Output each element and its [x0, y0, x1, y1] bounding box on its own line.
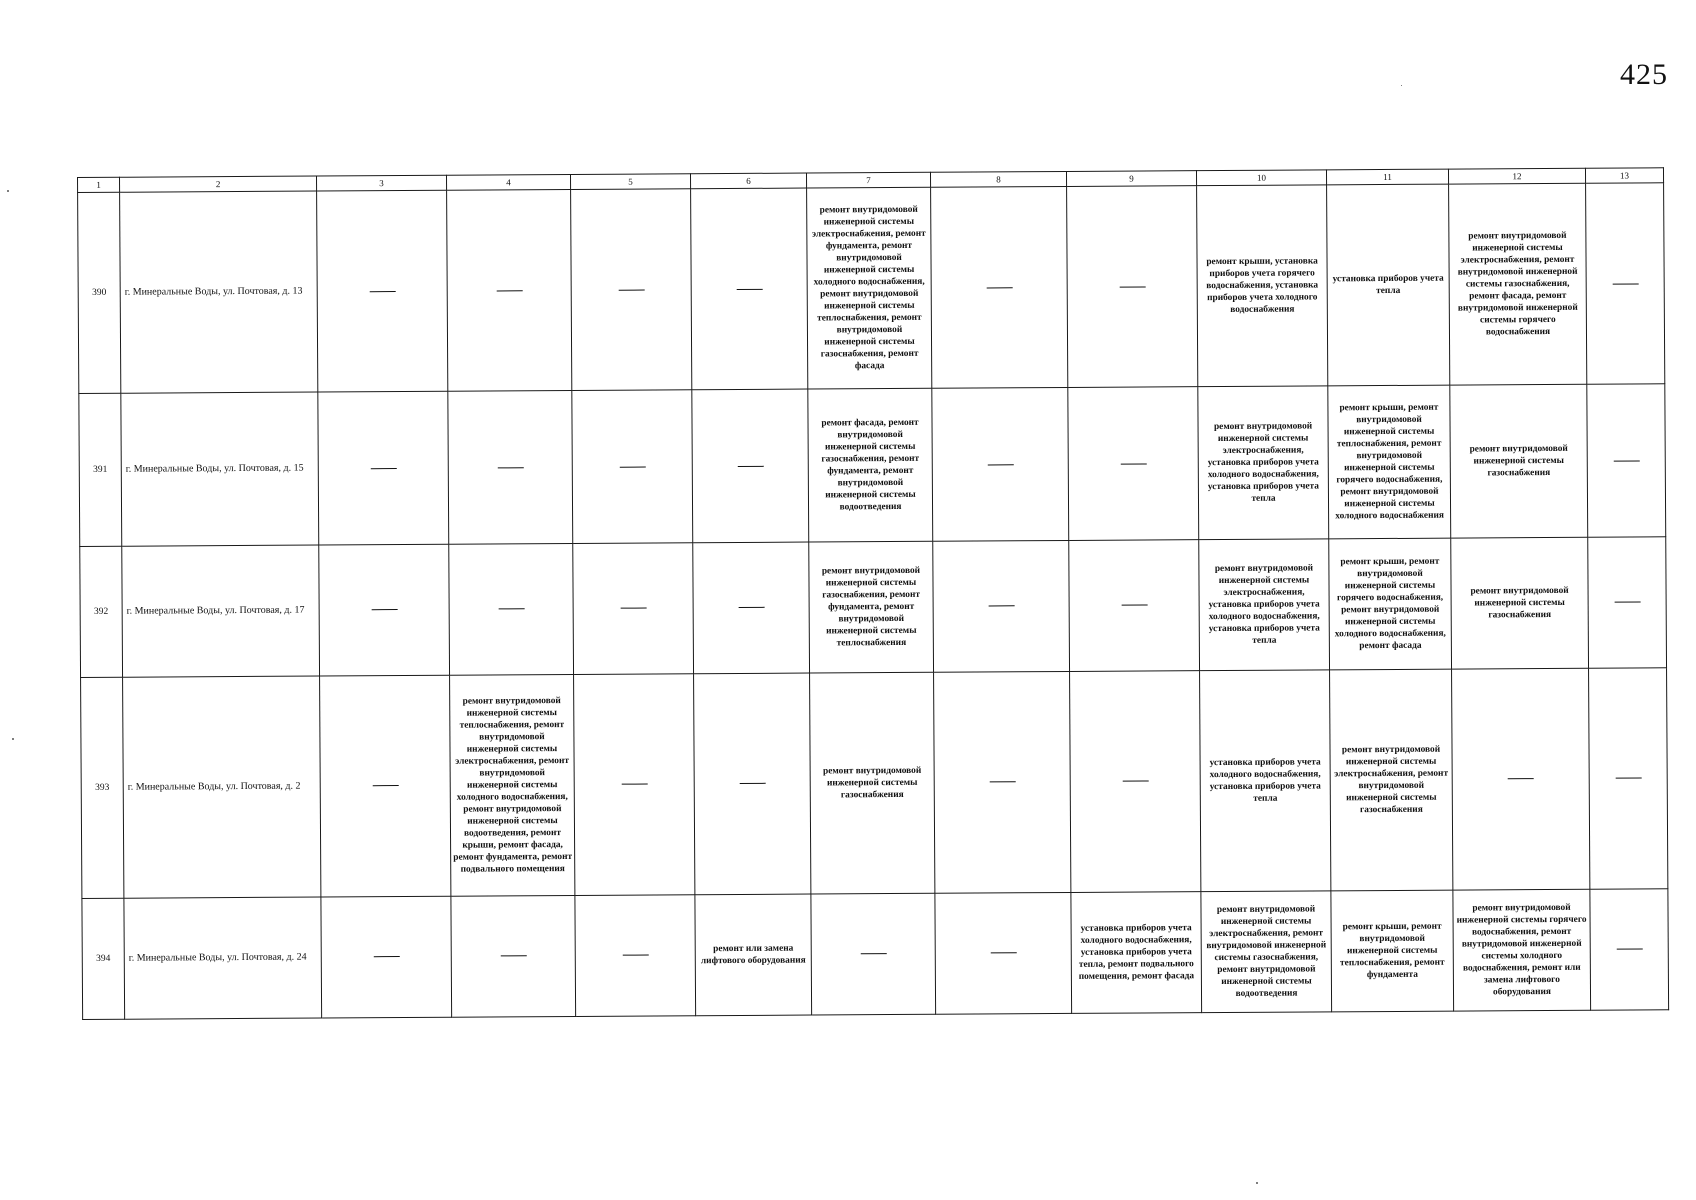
table-cell	[1068, 387, 1199, 541]
scan-speck	[7, 190, 9, 192]
address-cell: г. Минеральные Воды, ул. Почтовая, д. 17	[122, 545, 320, 677]
table-cell	[1067, 186, 1198, 388]
table-row	[82, 889, 1669, 1019]
scan-speck	[1256, 1182, 1258, 1184]
empty-dash	[737, 465, 763, 466]
empty-dash	[497, 467, 523, 468]
empty-dash	[372, 785, 398, 786]
work-cell: ремонт крыши, ремонт внутридомовой инженерной системы теплоснабжения, ремонт фундамента	[1331, 890, 1454, 1011]
table-cell	[691, 188, 808, 390]
table-cell	[692, 389, 809, 543]
empty-dash	[496, 290, 522, 291]
table-cell	[451, 896, 576, 1018]
table-cell	[321, 896, 452, 1018]
empty-dash	[989, 782, 1015, 783]
table-cell	[1589, 668, 1668, 890]
address-cell: г. Минеральные Воды, ул. Почтовая, д. 2	[123, 676, 321, 899]
work-cell: ремонт внутридомовой инженерной системы электроснабжения, установка приборов учета холодного водоснабжения, установка приборов учета тепла	[1198, 386, 1329, 540]
empty-dash	[1616, 949, 1642, 950]
row-number: 392	[80, 546, 123, 677]
table-cell	[575, 895, 696, 1016]
work-cell: ремонт внутридомовой инженерной системы электроснабжения, установка приборов учета холодного водоснабжения, установка приборов учета тепла	[1199, 539, 1330, 671]
table-cell	[447, 190, 572, 392]
empty-dash	[1121, 605, 1147, 606]
table-cell	[1586, 183, 1665, 385]
empty-dash	[1612, 283, 1638, 284]
empty-dash	[986, 287, 1012, 288]
column-number: 11	[1326, 169, 1448, 185]
table-cell	[933, 541, 1070, 673]
table-cell	[693, 542, 810, 673]
empty-dash	[860, 954, 886, 955]
page-number: 425	[1620, 58, 1668, 91]
table-cell	[572, 390, 693, 544]
empty-dash	[1120, 463, 1146, 464]
scan-speck	[12, 738, 14, 740]
empty-dash	[618, 289, 644, 290]
table-cell	[449, 544, 574, 676]
empty-dash	[622, 955, 648, 956]
address-cell: г. Минеральные Воды, ул. Почтовая, д. 24	[124, 897, 322, 1019]
address-cell: г. Минеральные Воды, ул. Почтовая, д. 15	[121, 392, 319, 546]
table-row	[81, 668, 1668, 899]
table-cell	[1588, 537, 1667, 668]
empty-dash	[619, 466, 645, 467]
column-number: 2	[120, 176, 317, 192]
empty-dash	[1614, 602, 1640, 603]
table-cell	[935, 893, 1072, 1015]
table-cell	[931, 187, 1068, 389]
empty-dash	[370, 468, 396, 469]
work-cell: ремонт внутридомовой инженерной системы электроснабжения, ремонт внутридомовой инженерной системы газоснабжения, ремонт фасада, ремонт внутридомовой инженерной системы горячего водоснабжения	[1449, 183, 1587, 385]
table-cell	[1590, 889, 1669, 1010]
empty-dash	[1615, 778, 1641, 779]
empty-dash	[371, 609, 397, 610]
table-cell	[694, 673, 811, 895]
work-cell: ремонт внутридомовой инженерной системы газоснабжения, ремонт фундамента, ремонт внутридомовой инженерной системы теплоснабжения	[809, 541, 934, 673]
empty-dash	[373, 957, 399, 958]
empty-dash	[1613, 460, 1639, 461]
column-number: 6	[690, 173, 806, 189]
column-number: 5	[570, 174, 690, 190]
empty-dash	[738, 607, 764, 608]
work-cell: ремонт внутридомовой инженерной системы газоснабжения	[1450, 385, 1588, 539]
work-cell: ремонт фасада, ремонт внутридомовой инженерной системы газоснабжения, ремонт фундамента, ремонт внутридомовой инженерной системы водоотведения	[808, 389, 933, 543]
table-cell	[574, 674, 695, 896]
repair-schedule-table	[77, 167, 1669, 1020]
work-cell: установка приборов учета холодного водоснабжения, установка приборов учета тепла	[1200, 670, 1331, 892]
table-cell	[448, 391, 573, 545]
address-cell: г. Минеральные Воды, ул. Почтовая, д. 13	[120, 191, 318, 393]
table-cell	[932, 388, 1069, 542]
empty-dash	[736, 288, 762, 289]
empty-dash	[1122, 781, 1148, 782]
column-number: 4	[446, 174, 570, 190]
work-cell: ремонт внутридомовой инженерной системы электроснабжения, ремонт фундамента, ремонт внутридомовой инженерной системы холодного водоснабжения, ремонт внутридомовой инженерной системы теплоснабжения, ремонт внутридомовой инженерной системы газоснабжения, ремонт фасада	[807, 187, 932, 389]
scan-speck	[1401, 85, 1402, 86]
work-cell: установка приборов учета тепла	[1327, 184, 1450, 386]
empty-dash	[988, 606, 1014, 607]
work-cell: ремонт внутридомовой инженерной системы газоснабжения	[1451, 537, 1589, 669]
table-cell	[317, 190, 448, 392]
column-number: 12	[1448, 168, 1585, 184]
work-cell: ремонт крыши, ремонт внутридомовой инженерной системы теплоснабжения, ремонт внутридомовой инженерной системы горячего водоснабжения, ремонт внутридомовой инженерной системы холодного водоснабжения	[1328, 385, 1451, 539]
work-cell: ремонт внутридомовой инженерной системы горячего водоснабжения, ремонт внутридомовой инженерной системы холодного водоснабжения, ремонт или замена лифтового оборудования	[1453, 890, 1591, 1012]
work-cell: ремонт внутридомовой инженерной системы электроснабжения, ремонт внутридомовой инженерной системы газоснабжения, ремонт внутридомовой инженерной системы водоотведения	[1201, 891, 1332, 1013]
table-cell	[934, 671, 1071, 893]
row-number: 393	[81, 677, 124, 899]
table-cell	[1452, 668, 1590, 890]
table-cell	[1587, 384, 1666, 537]
column-number: 10	[1196, 170, 1326, 186]
empty-dash	[498, 609, 524, 610]
empty-dash	[739, 783, 765, 784]
column-number: 1	[78, 177, 120, 192]
empty-dash	[621, 784, 647, 785]
work-cell: ремонт внутридомовой инженерной системы электроснабжения, ремонт внутридомовой инженерной системы газоснабжения	[1330, 669, 1453, 891]
empty-dash	[1508, 779, 1534, 780]
empty-dash	[987, 464, 1013, 465]
column-number: 13	[1585, 168, 1663, 184]
empty-dash	[500, 956, 526, 957]
table-row	[78, 183, 1665, 394]
empty-dash	[620, 608, 646, 609]
table-cell	[573, 543, 694, 674]
table-cell	[320, 675, 451, 897]
table-cell	[811, 894, 936, 1016]
table-row	[79, 384, 1666, 547]
column-number: 3	[316, 175, 446, 191]
table-cell	[1069, 540, 1200, 672]
table-cell	[319, 544, 450, 676]
work-cell: ремонт внутридомовой инженерной системы теплоснабжения, ремонт внутридомовой инженерной системы электроснабжения, ремонт внутридомовой инженерной системы холодного водоснабжения, ремонт внутридомовой инженерной системы водоотведения, ремонт крыши, ремонт фасада, ремонт фундамента, ремонт подвального помещения	[450, 674, 575, 896]
column-number: 9	[1066, 171, 1196, 187]
work-cell: ремонт крыши, установка приборов учета горячего водоснабжения, установка приборов учета холодного водоснабжения	[1197, 185, 1328, 387]
work-cell: ремонт или замена лифтового оборудования	[695, 894, 812, 1015]
table-cell	[571, 189, 692, 391]
table-cell	[1070, 671, 1201, 893]
row-number: 390	[78, 192, 121, 393]
work-cell: ремонт внутридомовой инженерной системы газоснабжения	[810, 672, 935, 894]
row-number: 391	[79, 394, 122, 547]
work-cell: ремонт крыши, ремонт внутридомовой инженерной системы горячего водоснабжения, ремонт внутридомовой инженерной системы холодного водоснабжения, ремонт фасада	[1329, 538, 1452, 670]
work-cell: установка приборов учета холодного водоснабжения, установка приборов учета тепла, ремонт подвального помещения, ремонт фасада	[1071, 892, 1202, 1014]
table-row	[80, 537, 1667, 677]
empty-dash	[369, 291, 395, 292]
column-number: 7	[806, 172, 930, 188]
table-cell	[318, 392, 449, 546]
column-number: 8	[930, 171, 1066, 187]
row-number: 394	[82, 898, 125, 1019]
empty-dash	[1119, 286, 1145, 287]
empty-dash	[990, 953, 1016, 954]
